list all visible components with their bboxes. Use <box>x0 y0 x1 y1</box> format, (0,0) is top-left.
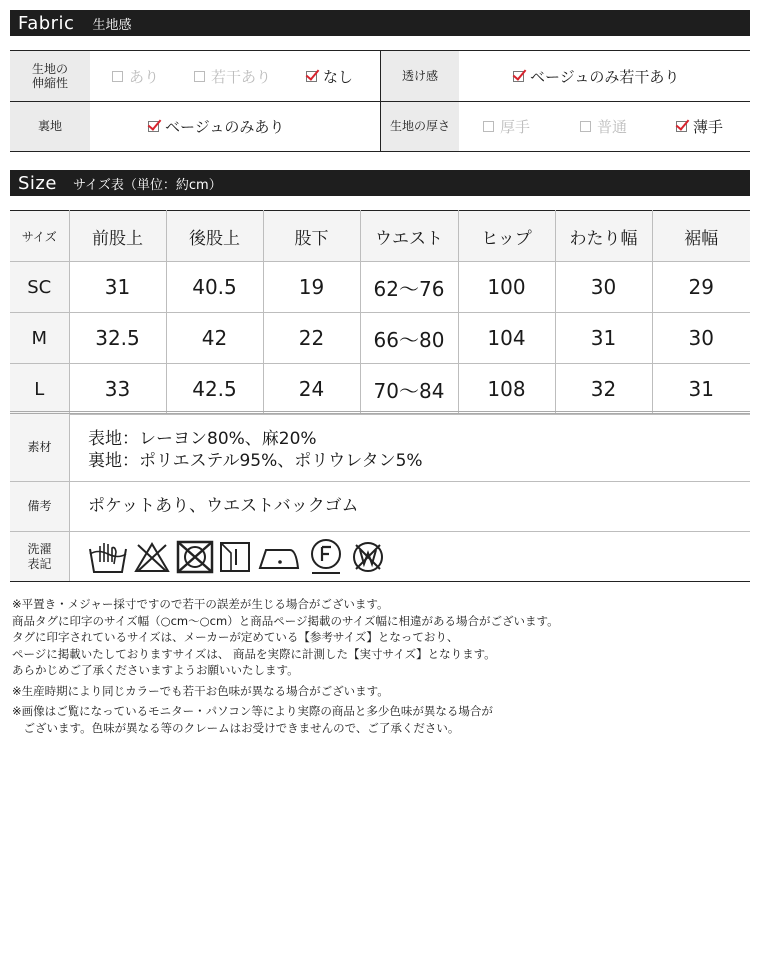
lining-label: 裏地 <box>10 102 90 151</box>
thickness-option-thick <box>483 102 530 151</box>
value-cell: 32.5 <box>69 313 166 364</box>
fabric-title: Fabric <box>18 12 75 34</box>
thickness-option-thin <box>676 102 723 151</box>
size-table <box>10 210 750 415</box>
size-table-header-row <box>10 211 750 262</box>
checkbox-unchecked-icon <box>580 121 591 132</box>
checkbox-unchecked-icon <box>483 121 494 132</box>
notes-row <box>10 482 750 532</box>
column-header: ウエスト <box>360 211 458 262</box>
value-cell: 70〜84 <box>360 364 458 415</box>
column-header: 前股上 <box>69 211 166 262</box>
thickness-label: 生地の厚さ <box>381 102 459 151</box>
value-cell: 33 <box>69 364 166 415</box>
checkbox-unchecked-icon <box>112 71 123 82</box>
notes-label: 備考 <box>10 482 70 531</box>
checkbox-checked-icon <box>676 121 687 132</box>
stretch-option-slight <box>194 51 271 101</box>
size-section-header <box>10 170 750 196</box>
fabric-table <box>10 50 750 152</box>
no-tumble-dry-icon <box>176 540 214 574</box>
value-cell: 22 <box>263 313 360 364</box>
size-cell: M <box>10 313 69 364</box>
footnote: 商品タグに印字のサイズ幅（○cm〜○cm）と商品ページ掲載のサイズ幅に相違がある場合がございます。 <box>12 613 559 628</box>
line-dry-shade-icon <box>219 540 253 574</box>
stretch-option-yes-label: あり <box>129 67 160 86</box>
value-cell: 40.5 <box>166 262 263 313</box>
value-cell: 66〜80 <box>360 313 458 364</box>
value-cell: 100 <box>458 262 555 313</box>
care-row <box>10 532 750 581</box>
table-row <box>10 262 750 313</box>
footnote: ※画像はご覧になっているモニター・パソコン等により実際の商品と多少色味が異なる場合が <box>12 704 493 718</box>
footnote: あらかじめご了承くださいますようお願いいたします。 <box>12 663 299 677</box>
footnotes <box>12 596 752 736</box>
checkbox-checked-icon <box>148 121 159 132</box>
stretch-option-none <box>306 51 353 101</box>
stretch-label: 生地の 伸縮性 <box>10 51 90 101</box>
stretch-option-none-label: なし <box>323 67 354 86</box>
column-header: 後股上 <box>166 211 263 262</box>
sheer-option-label: ベージュのみ若干あり <box>530 67 680 86</box>
fabric-section-header <box>10 10 750 36</box>
size-cell: L <box>10 364 69 415</box>
thickness-option-normal-label: 普通 <box>597 118 628 136</box>
fabric-row-stretch <box>10 51 750 101</box>
table-row <box>10 364 750 415</box>
footnote: タグに印字されているサイズは、メーカーが定めている【参考サイズ】となっており、 <box>12 630 459 644</box>
footnote: ※生産時期により同じカラーでも若干お色味が異なる場合がございます。 <box>12 683 389 698</box>
material-value <box>88 414 750 472</box>
footnote: ※平置き・メジャー採寸ですので若干の誤差が生じる場合がございます。 <box>12 597 389 611</box>
notes-value: ポケットあり、ウエストバックゴム <box>88 496 359 516</box>
footnote: ページに掲載いたしておりますサイズは、 商品を実際に計測した【実寸サイズ】となります。 <box>12 646 496 661</box>
material-row <box>10 414 750 482</box>
value-cell: 19 <box>263 262 360 313</box>
column-header: ヒップ <box>458 211 555 262</box>
material-label: 素材 <box>10 414 70 481</box>
thickness-option-thick-label: 厚手 <box>500 118 531 136</box>
checkbox-unchecked-icon <box>194 71 205 82</box>
value-cell: 30 <box>555 262 652 313</box>
no-bleach-icon <box>133 540 171 574</box>
value-cell: 31 <box>69 262 166 313</box>
value-cell: 32 <box>555 364 652 415</box>
value-cell: 31 <box>555 313 652 364</box>
column-header: 股下 <box>263 211 360 262</box>
sheer-option <box>513 51 679 101</box>
sheer-label: 透け感 <box>381 51 459 101</box>
checkbox-checked-icon <box>513 71 524 82</box>
stretch-option-slight-label: 若干あり <box>211 67 272 86</box>
column-header: 裾幅 <box>652 211 750 262</box>
value-cell: 42 <box>166 313 263 364</box>
value-cell: 24 <box>263 364 360 415</box>
care-label: 洗濯 表記 <box>10 532 70 581</box>
iron-low-icon <box>258 540 302 574</box>
column-header: わたり幅 <box>555 211 652 262</box>
material-line-outer: 表地：レーヨン80%、麻20% <box>88 429 317 449</box>
footnote: ございます。色味が異なる等のクレームはお受けできませんので、ご了承ください。 <box>12 720 460 735</box>
value-cell: 108 <box>458 364 555 415</box>
hand-wash-icon <box>88 540 128 574</box>
value-cell: 42.5 <box>166 364 263 415</box>
thickness-option-normal <box>580 102 627 151</box>
value-cell: 29 <box>652 262 750 313</box>
size-title: Size <box>18 172 57 194</box>
table-row <box>10 313 750 364</box>
fabric-subtitle: 生地感 <box>92 17 132 33</box>
no-wet-clean-icon <box>350 539 386 575</box>
fabric-row-lining <box>10 101 750 151</box>
size-column-header: サイズ <box>10 211 69 262</box>
value-cell: 104 <box>458 313 555 364</box>
value-cell: 62〜76 <box>360 262 458 313</box>
size-cell: SC <box>10 262 69 313</box>
size-subtitle: サイズ表（単位：約cm） <box>72 177 222 193</box>
value-cell: 31 <box>652 364 750 415</box>
dry-clean-f-icon <box>307 538 345 576</box>
info-table <box>10 411 750 582</box>
lining-option <box>148 102 284 151</box>
value-cell: 30 <box>652 313 750 364</box>
care-icons <box>88 532 750 581</box>
lining-option-label: ベージュのみあり <box>165 118 285 136</box>
thickness-option-thin-label: 薄手 <box>693 118 724 136</box>
stretch-option-yes <box>112 51 159 101</box>
material-line-lining: 裏地：ポリエステル95%、ポリウレタン5% <box>88 451 423 471</box>
checkbox-checked-icon <box>306 71 317 82</box>
